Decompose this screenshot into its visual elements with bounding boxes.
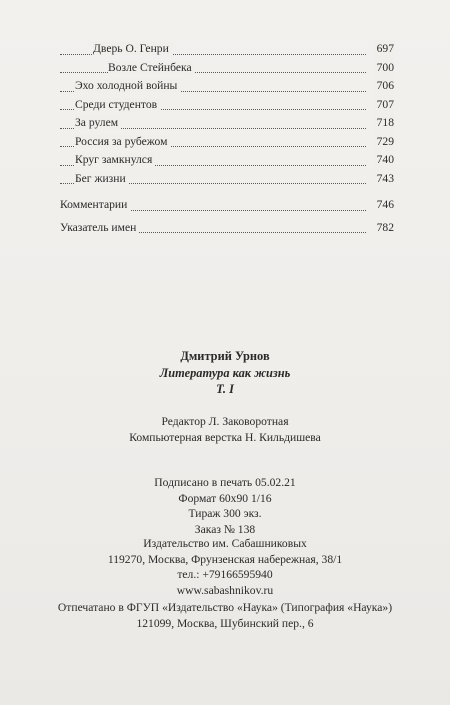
toc-spacer	[60, 188, 394, 196]
author-name: Дмитрий Урнов	[180, 349, 270, 363]
toc-entry-title: Бег жизни	[75, 172, 129, 185]
toc-entry-page: 707	[374, 96, 394, 115]
toc-entry	[60, 170, 394, 189]
book-heading	[0, 348, 450, 398]
toc-entry-title: Круг замкнулся	[75, 153, 155, 166]
toc-entry-title: Россия за рубежом	[75, 135, 170, 148]
dot-leader	[60, 71, 366, 73]
toc-entry-title: Возле Стейнбека	[108, 61, 195, 74]
toc-entry-page: 746	[374, 196, 394, 215]
toc-entry-page: 706	[374, 77, 394, 96]
publisher-info	[0, 536, 450, 598]
toc-entry-page: 743	[374, 170, 394, 189]
signed-date: Подписано в печать 05.02.21	[154, 476, 296, 489]
toc-appendix-entry	[60, 219, 394, 238]
layout-line: Компьютерная верстка Н. Кильдишева	[129, 430, 321, 444]
toc-entry-page: 740	[374, 151, 394, 170]
toc-entry-title: Дверь О. Генри	[93, 42, 172, 55]
toc-entry	[60, 114, 394, 133]
volume-number: Т. I	[216, 382, 234, 396]
toc-entry-page: 782	[374, 219, 394, 238]
print-run: Тираж 300 экз.	[188, 507, 262, 520]
toc-entry-page: 729	[374, 133, 394, 152]
toc-appendix-entry	[60, 196, 394, 215]
editor-line: Редактор Л. Заковоротная	[161, 415, 289, 428]
publisher-site: www.sabashnikov.ru	[176, 583, 274, 597]
printer-address: 121099, Москва, Шубинский пер., 6	[136, 616, 314, 630]
printer-name: Отпечатано в ФГУП «Издательство «Наука» (Типография «Наука»)	[57, 601, 393, 614]
publisher-phone: тел.: +79166595940	[177, 568, 273, 581]
toc-entry-title: Эхо холодной войны	[75, 79, 180, 92]
toc-entry-title: Комментарии	[60, 198, 130, 211]
toc-entry-page: 718	[374, 114, 394, 133]
toc-entry	[60, 133, 394, 152]
toc-entry-title: Указатель имен	[60, 221, 139, 234]
table-of-contents	[60, 40, 394, 237]
toc-entry	[60, 40, 394, 59]
order-number: Заказ № 138	[194, 522, 256, 536]
publisher-name: Издательство им. Сабашниковых	[143, 537, 307, 550]
publisher-address: 119270, Москва, Фрунзенская набережная, 38/1	[107, 552, 343, 566]
toc-entry-page: 697	[374, 40, 394, 59]
toc-entry	[60, 77, 394, 96]
toc-entry	[60, 151, 394, 170]
toc-entry	[60, 96, 394, 115]
format-line: Формат 60х90 1/16	[178, 491, 272, 505]
book-title: Литература как жизнь	[159, 365, 291, 380]
credits	[0, 414, 450, 445]
toc-entry-title: За рулем	[75, 116, 121, 129]
toc-entry	[60, 59, 394, 78]
toc-entry-title: Среди студентов	[75, 98, 160, 111]
toc-entry-page: 700	[374, 59, 394, 78]
printer-info	[0, 600, 450, 631]
print-details	[0, 475, 450, 537]
